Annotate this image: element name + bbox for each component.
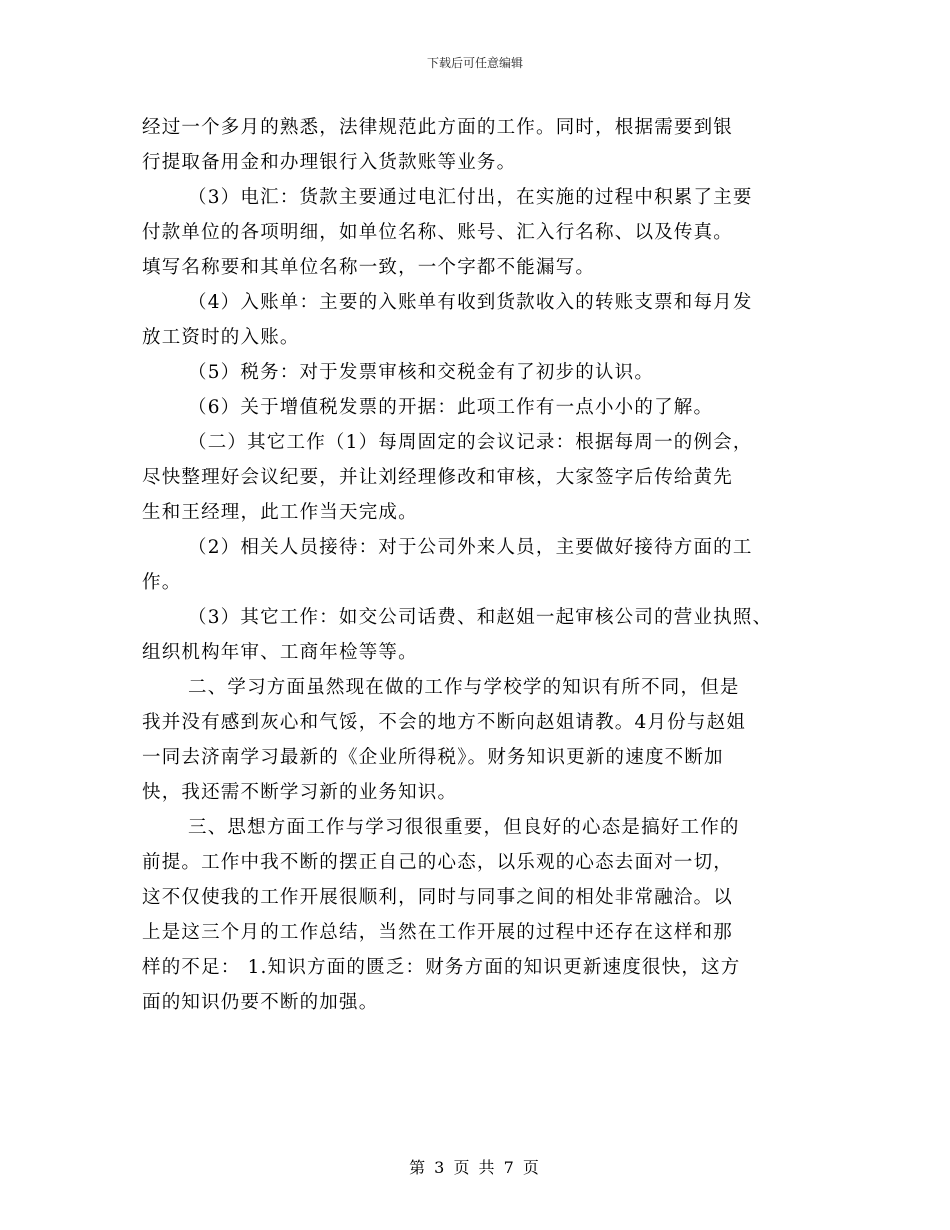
body-line: 生和王经理，此工作当天完成。 <box>142 502 418 523</box>
body-line: 三、思想方面工作与学习很很重要，但良好的心态是搞好工作的 <box>188 817 740 838</box>
body-line: （6）关于增值税发票的开据：此项工作有一点小小的了解。 <box>188 397 714 418</box>
body-line: 填写名称要和其单位名称一致，一个字都不能漏写。 <box>142 257 596 278</box>
body-line: 二、学习方面虽然现在做的工作与学校学的知识有所不同，但是 <box>188 677 740 698</box>
body-line: 行提取备用金和办理银行入货款账等业务。 <box>142 152 517 173</box>
body-line: 放工资时的入账。 <box>142 327 300 348</box>
body-line: 快，我还需不断学习新的业务知识。 <box>142 782 458 803</box>
body-line: 前提。工作中我不断的摆正自己的心态，以乐观的心态去面对一切， <box>142 852 734 873</box>
body-line: 上是这三个月的工作总结，当然在工作开展的过程中还存在这样和那 <box>142 922 734 943</box>
page-header: 下载后可任意编辑 <box>426 56 523 70</box>
body-line: 样的不足： 1.知识方面的匮乏：财务方面的知识更新速度很快，这方 <box>142 957 741 978</box>
body-line: （二）其它工作（1）每周固定的会议记录：根据每周一的例会， <box>188 432 753 453</box>
body-line: 组织机构年审、工商年检等等。 <box>142 642 418 663</box>
body-line: （2）相关人员接待：对于公司外来人员，主要做好接待方面的工 <box>188 537 753 558</box>
document-body <box>142 110 822 1020</box>
body-line: 我并没有感到灰心和气馁，不会的地方不断向赵姐请教。4月份与赵姐 <box>142 712 746 733</box>
body-line: 作。 <box>142 572 182 593</box>
body-line: （4）入账单：主要的入账单有收到货款收入的转账支票和每月发 <box>188 292 753 313</box>
body-line: 付款单位的各项明细，如单位名称、账号、汇入行名称、以及传真。 <box>142 222 734 243</box>
body-line: 尽快整理好会议纪要，并让刘经理修改和审核，大家签字后传给黄先 <box>142 467 734 488</box>
body-line: 这不仅使我的工作开展很顺利，同时与同事之间的相处非常融洽。以 <box>142 887 734 908</box>
body-line: 经过一个多月的熟悉，法律规范此方面的工作。同时，根据需要到银 <box>142 117 734 138</box>
body-line: （5）税务：对于发票审核和交税金有了初步的认识。 <box>188 362 655 383</box>
body-line: 面的知识仍要不断的加强。 <box>142 992 379 1013</box>
page-footer: 第 3 页 共 7 页 <box>409 1158 541 1177</box>
body-line: （3）电汇：货款主要通过电汇付出，在实施的过程中积累了主要 <box>188 187 753 208</box>
body-line: （3）其它工作：如交公司话费、和赵姐一起审核公司的营业执照、 <box>188 607 773 628</box>
body-line: 一同去济南学习最新的《企业所得税》。财务知识更新的速度不断加 <box>142 747 724 768</box>
